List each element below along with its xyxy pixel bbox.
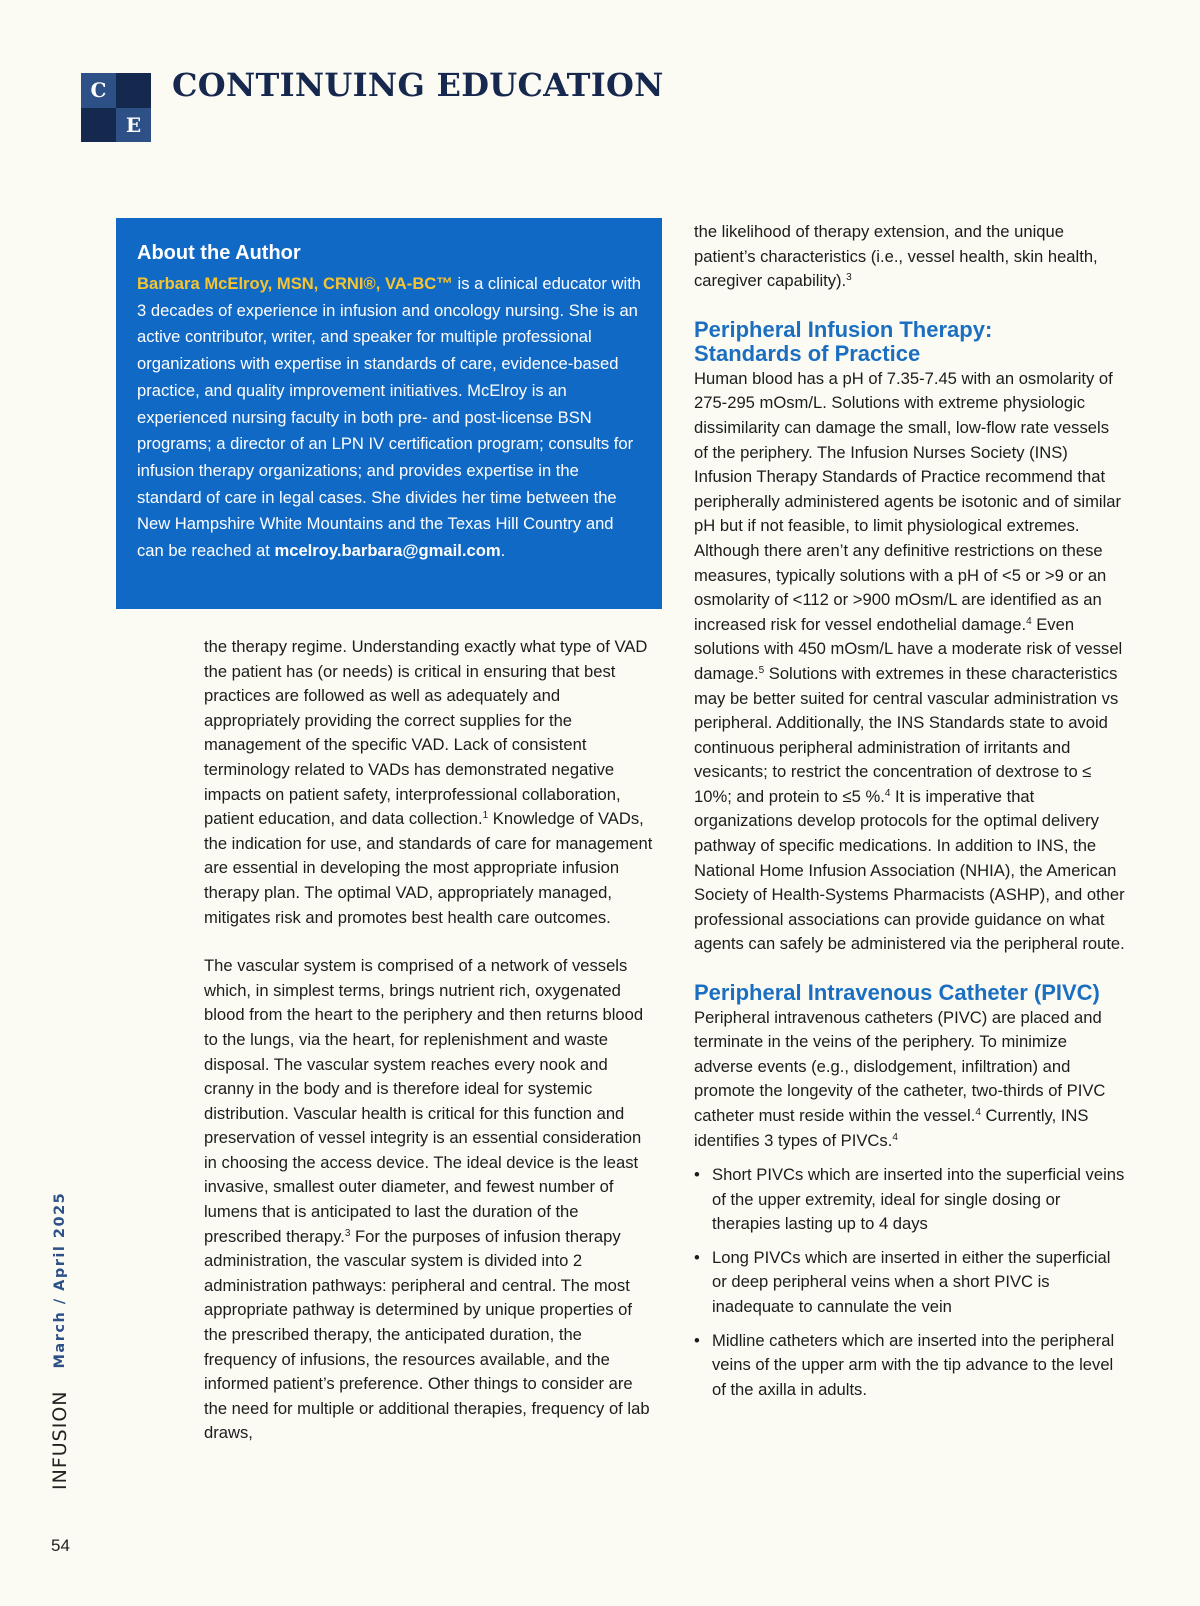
paragraph: Human blood has a pH of 7.35-7.45 with an osmolarity of 275-295 mOsm/L. Solutions with extreme physiologic dissimilarity can damage the small, low-flow rate vessels of the periphery. The Infusion Nurses Society (INS) Infusion Therapy Standards of Practice recommend that peripherally administered agents be isotonic and of similar pH but if not feasible, to limit physiological extremes. Although there aren’t any definitive restrictions on these measures, typically solutions with a pH of <5 or >9 or an osmolarity of <112 or >900 mOsm/L are identified as an increased risk for vessel endothelial damage.$^4$ Even solutions with 450 mOsm/L have a moderate risk of vessel damage.$^5$ Solutions with extremes in these characteristics may be better suited for central vascular administration vs peripheral. Additionally, the INS Standards state to avoid continuous peripheral administration of irritants and vesicants; to restrict the concentration of dextrose to ≤ 10%; and protein to ≤5 %.$^4$ It is imperative that organizations develop protocols for the optimal delivery pathway of specific medications. In addition to INS, the National Home Infusion Association (NHIA), the American Society of Health-Systems Pharmacists (ASHP), and other professional associations can provide guidance on what agents can safely be administered via the peripheral route. bbox=[694, 368, 1125, 954]
magazine-name: INFUSION bbox=[49, 1390, 71, 1490]
paragraph: the likelihood of therapy extension, and the unique patient’s characteristics (i.e., vessel health, skin health, caregiver capability).$^3$ bbox=[694, 222, 1098, 291]
subheading: Peripheral Infusion Therapy: Standards of Practice bbox=[694, 316, 993, 367]
list-item: • Midline catheters which are inserted into the peripheral veins of the upper arm with the tip advance to the level of the axilla in adults. bbox=[694, 1330, 1115, 1399]
page-number: 54 bbox=[51, 1536, 70, 1555]
paragraph: The vascular system is comprised of a network of vessels which, in simplest terms, brings nutrient rich, oxygenated blood from the heart to the periphery and then returns blood to the lungs, via the heart, for replenishment and waste disposal. The vascular system reaches every nook and cranny in the body and is therefore ideal for systemic distribution. Vascular health is critical for this function and preservation of vessel integrity is an essential consideration in choosing the access device. The ideal device is the least invasive, smallest outer diameter, and fewest number of lumens that is anticipated to last the duration of the prescribed therapy.$^3$ For the purposes of infusion therapy administration, the vascular system is divided into 2 administration pathways: peripheral and central. The most appropriate pathway is determined by unique properties of the prescribed therapy, the anticipated duration, the frequency of infusions, the resources available, and the informed patient’s preference. Other things to consider are the need for multiple or additional therapies, frequency of lab draws, bbox=[204, 956, 650, 1443]
author-bio: Barbara McElroy, MSN, CRNI®, VA-BC™ is a clinical educator with 3 decades of experience in infusion and oncology nursing. She is an active contributor, writer, and speaker for multiple professional organizations with expertise in standards of care, evidence-based practice, and quality improvement initiatives. McElroy is an experienced nursing faculty in both pre- and post-license BSN programs; a director of an LPN IV certification program; consults for infusion therapy organizations; and provides expertise in the standard of care in legal cases. She divides her time between the New Hampshire White Mountains and the Texas Hill Country and can be reached at mcelroy.barbara@gmail.com. bbox=[137, 274, 642, 561]
bullet-icon: • bbox=[694, 1247, 700, 1267]
bullet-icon: • bbox=[694, 1165, 700, 1185]
citation: 4 bbox=[1026, 615, 1032, 627]
vertical-footer bbox=[48, 1190, 72, 1490]
logo-block bbox=[81, 108, 116, 143]
logo-letter-e: E bbox=[116, 108, 151, 143]
citation: 3 bbox=[846, 272, 852, 284]
subheading: Peripheral Intravenous Catheter (PIVC) bbox=[694, 980, 1100, 1006]
citation: 4 bbox=[884, 787, 891, 799]
author-name: Barbara McElroy, MSN, CRNI®, VA-BC™ bbox=[137, 274, 453, 293]
bullet-icon: • bbox=[694, 1330, 700, 1350]
logo-letter-c: C bbox=[81, 73, 116, 108]
logo-block bbox=[116, 73, 151, 108]
author-box-heading: About the Author bbox=[137, 242, 301, 264]
citation: 4 bbox=[975, 1106, 981, 1118]
author-email-link[interactable]: mcelroy.barbara@gmail.com bbox=[274, 541, 501, 561]
list-item: • Long PIVCs which are inserted in either the superficial or deep peripheral veins when a short PIVC is inadequate to cannulate the vein bbox=[694, 1247, 1111, 1317]
citation: 1 bbox=[482, 810, 489, 822]
right-column bbox=[694, 220, 1126, 1411]
list-item: • Short PIVCs which are inserted into the superficial veins of the upper extremity, ideal for single dosing or therapies lasting up to 4 days bbox=[694, 1165, 1125, 1234]
ce-logo bbox=[81, 73, 151, 142]
paragraph: Peripheral intravenous catheters (PIVC) are placed and terminate in the veins of the periphery. To minimize adverse events (e.g., dislodgement, infiltration) and promote the longevity of the catheter, two-thirds of PIVC catheter must reside within the vessel.$^4$ Currently, INS identifies 3 types of PIVCs.$^4$ bbox=[694, 1007, 1106, 1150]
citation: 5 bbox=[758, 664, 765, 676]
section-title: CONTINUING EDUCATION bbox=[172, 66, 664, 104]
issue-date: March / April 2025 bbox=[52, 1191, 68, 1369]
author-bio-text: is a clinical educator with 3 decades of experience in infusion and oncology nursing. She is an active contributor, writer, and speaker for multiple professional organizations with expertise in standards of care, evidence-based practice, and quality improvement initiatives. McElroy is an experienced nursing faculty in both pre- and post-license BSN programs; a director of an LPN IV certification program; consults for infusion therapy organizations; and provides expertise in the standard of care in legal cases. She divides her time between the New Hampshire White Mountains and the Texas Hill Country and can be reached at bbox=[137, 274, 642, 561]
about-author-box bbox=[116, 218, 662, 609]
citation: 3 bbox=[344, 1227, 351, 1239]
citation: 4 bbox=[892, 1131, 898, 1143]
left-column bbox=[204, 635, 654, 1446]
paragraph: the therapy regime. Understanding exactly what type of VAD the patient has (or needs) is critical in ensuring that best practices are followed as well as adequately and appropriately providing the correct supplies for the management of the specific VAD. Lack of consistent terminology related to VADs has demonstrated negative impacts on patient safety, interprofessional collaboration, patient education, and data collection.$^1$ Knowledge of VADs, the indication for use, and standards of care for management are essential in developing the most appropriate infusion therapy plan. The optimal VAD, appropriately managed, mitigates risk and promotes best health care outcomes. bbox=[204, 637, 653, 927]
bullet-list bbox=[694, 1163, 1126, 1402]
